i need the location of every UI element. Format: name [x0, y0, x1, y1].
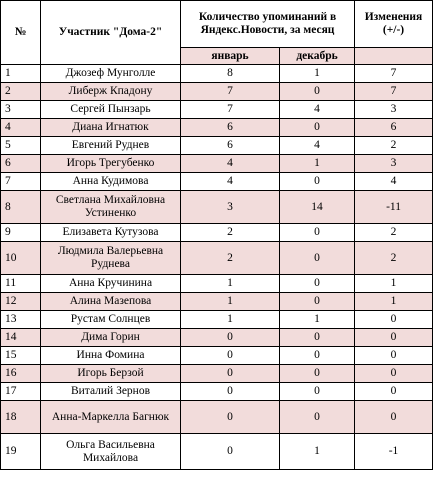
participant-name: Инна Фомина — [41, 347, 181, 365]
january-count: 6 — [181, 137, 280, 155]
january-count: 4 — [181, 155, 280, 173]
row-number: 18 — [1, 401, 41, 434]
january-count: 7 — [181, 83, 280, 101]
december-count: 0 — [280, 242, 355, 275]
table-row — [1, 191, 433, 224]
change-value: 2 — [355, 242, 433, 275]
december-count: 14 — [280, 191, 355, 224]
row-number: 13 — [1, 311, 41, 329]
change-value: 0 — [355, 311, 433, 329]
change-value: 2 — [355, 224, 433, 242]
december-count: 0 — [280, 119, 355, 137]
december-count: 0 — [280, 401, 355, 434]
table-row — [1, 137, 433, 155]
header-num: № — [1, 1, 41, 65]
participant-name: Рустам Солнцев — [41, 311, 181, 329]
table-row — [1, 434, 433, 470]
participant-name: Джозеф Мунголле — [41, 65, 181, 83]
change-value: 1 — [355, 275, 433, 293]
january-count: 1 — [181, 275, 280, 293]
table-row — [1, 155, 433, 173]
table-row — [1, 365, 433, 383]
january-count: 0 — [181, 365, 280, 383]
row-number: 15 — [1, 347, 41, 365]
table-row — [1, 173, 433, 191]
row-number: 14 — [1, 329, 41, 347]
table-row — [1, 65, 433, 83]
january-count: 0 — [181, 329, 280, 347]
row-number: 19 — [1, 434, 41, 470]
change-value: 0 — [355, 347, 433, 365]
participant-name: Анна Кудимова — [41, 173, 181, 191]
header-mentions: Количество упоминаний в Яндекс.Новости, за месяц — [181, 1, 355, 48]
december-count: 1 — [280, 65, 355, 83]
december-count: 1 — [280, 155, 355, 173]
participant-name: Светлана Михайловна Устиненко — [41, 191, 181, 224]
december-count: 0 — [280, 275, 355, 293]
header-december: декабрь — [280, 48, 355, 65]
row-number: 8 — [1, 191, 41, 224]
january-count: 0 — [181, 383, 280, 401]
participant-name: Либерж Кпадону — [41, 83, 181, 101]
change-value: 0 — [355, 329, 433, 347]
table-row — [1, 311, 433, 329]
row-number: 7 — [1, 173, 41, 191]
december-count: 0 — [280, 173, 355, 191]
january-count: 0 — [181, 401, 280, 434]
january-count: 8 — [181, 65, 280, 83]
table-row — [1, 275, 433, 293]
december-count: 0 — [280, 329, 355, 347]
row-number: 16 — [1, 365, 41, 383]
participant-name: Сергей Пынзарь — [41, 101, 181, 119]
participant-name: Игорь Трегубенко — [41, 155, 181, 173]
participant-name: Диана Игнатюк — [41, 119, 181, 137]
change-value: 0 — [355, 401, 433, 434]
change-value: 2 — [355, 137, 433, 155]
january-count: 4 — [181, 173, 280, 191]
row-number: 9 — [1, 224, 41, 242]
table-row — [1, 329, 433, 347]
row-number: 6 — [1, 155, 41, 173]
row-number: 5 — [1, 137, 41, 155]
december-count: 0 — [280, 224, 355, 242]
row-number: 11 — [1, 275, 41, 293]
row-number: 3 — [1, 101, 41, 119]
january-count: 0 — [181, 347, 280, 365]
participant-name: Виталий Зернов — [41, 383, 181, 401]
participant-name: Анна-Маркелла Багнюк — [41, 401, 181, 434]
row-number: 2 — [1, 83, 41, 101]
table-row — [1, 293, 433, 311]
change-value: 0 — [355, 365, 433, 383]
january-count: 1 — [181, 311, 280, 329]
participant-name: Дима Горин — [41, 329, 181, 347]
table-row — [1, 383, 433, 401]
table-row — [1, 119, 433, 137]
january-count: 6 — [181, 119, 280, 137]
change-value: 7 — [355, 83, 433, 101]
change-value: -1 — [355, 434, 433, 470]
change-value: 6 — [355, 119, 433, 137]
row-number: 17 — [1, 383, 41, 401]
change-value: 3 — [355, 155, 433, 173]
table-row — [1, 224, 433, 242]
participant-name: Елизавета Кутузова — [41, 224, 181, 242]
change-value: -11 — [355, 191, 433, 224]
table-row — [1, 242, 433, 275]
table-row — [1, 101, 433, 119]
december-count: 0 — [280, 293, 355, 311]
row-number: 1 — [1, 65, 41, 83]
december-count: 4 — [280, 101, 355, 119]
december-count: 0 — [280, 365, 355, 383]
change-value: 1 — [355, 293, 433, 311]
row-number: 12 — [1, 293, 41, 311]
change-value: 7 — [355, 65, 433, 83]
january-count: 0 — [181, 434, 280, 470]
participant-name: Евгений Руднев — [41, 137, 181, 155]
january-count: 1 — [181, 293, 280, 311]
december-count: 0 — [280, 347, 355, 365]
december-count: 0 — [280, 83, 355, 101]
header-changes-blank — [355, 48, 433, 65]
table-row — [1, 83, 433, 101]
january-count: 2 — [181, 224, 280, 242]
row-number: 10 — [1, 242, 41, 275]
participant-name: Алина Мазепова — [41, 293, 181, 311]
january-count: 3 — [181, 191, 280, 224]
december-count: 1 — [280, 311, 355, 329]
participant-name: Игорь Берзой — [41, 365, 181, 383]
participant-name: Людмила Валерьевна Руднева — [41, 242, 181, 275]
december-count: 1 — [280, 434, 355, 470]
december-count: 0 — [280, 383, 355, 401]
december-count: 4 — [280, 137, 355, 155]
change-value: 3 — [355, 101, 433, 119]
row-number: 4 — [1, 119, 41, 137]
table-row — [1, 347, 433, 365]
table-row — [1, 401, 433, 434]
january-count: 7 — [181, 101, 280, 119]
header-january: январь — [181, 48, 280, 65]
participant-name: Ольга Васильевна Михайлова — [41, 434, 181, 470]
change-value: 0 — [355, 383, 433, 401]
header-participant: Участник "Дома-2" — [41, 1, 181, 65]
header-changes: Изменения (+/-) — [355, 1, 433, 48]
change-value: 4 — [355, 173, 433, 191]
january-count: 2 — [181, 242, 280, 275]
participant-name: Анна Кручинина — [41, 275, 181, 293]
